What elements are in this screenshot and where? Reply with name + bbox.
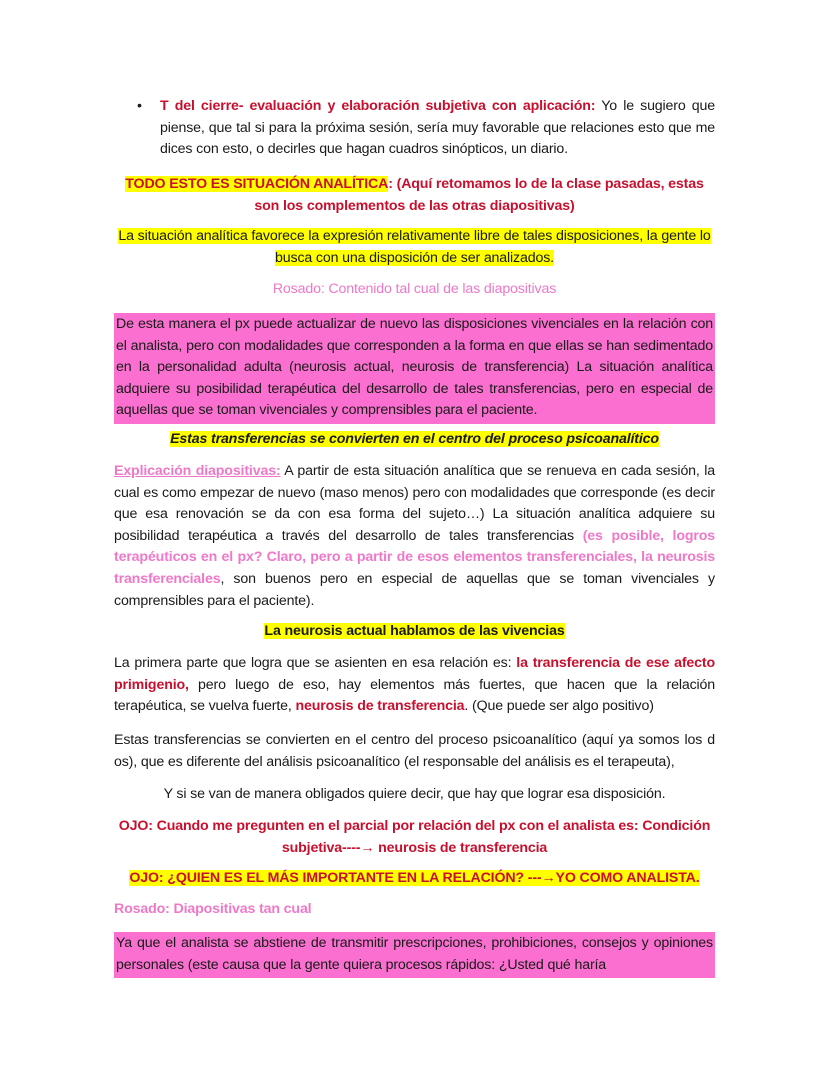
bullet-lead: T del cierre- evaluación y elaboración subjetiva con aplicación: (160, 98, 596, 114)
neurosis-heading (114, 621, 715, 643)
explicacion-text-2: , son buenos pero en especial de aquellas que se toman vivenciales y comprensibles para el paciente). (114, 570, 715, 609)
italic-heading-text: Estas transferencias se convierten en el centro del proceso psicoanalítico (170, 431, 659, 447)
pink-block-1: De esta manera el px puede actualizar de nuevo las disposiciones vivenciales en la relación con el analista, pero con modalidades que corresponden a la forma en que ellas se han sedimentado en la personalidad adulta (neurosis actual, neurosis de transferencia) La situación analítica adquiere su posibilidad terapéutica del desarrollo de tales transferencias, pero en especial de aquellas que se toman vivenciales y comprensibles para el paciente. (114, 313, 715, 424)
bullet-item (137, 96, 716, 161)
primera-red-1: la transferencia de ese afecto primigenio, (114, 655, 715, 693)
ojo-note-2 (114, 868, 715, 890)
todo-heading (114, 174, 715, 217)
ojo-note-2-text: OJO: ¿QUIEN ES EL MÁS IMPORTANTE EN LA RELACIÓN? ---→YO COMO ANALISTA. (129, 870, 700, 886)
rosado-note-1: Rosado: Contenido tal cual de las diapositivas (272, 281, 557, 297)
primera-paragraph (114, 653, 715, 718)
primera-text-1: La primera parte que logra que se asienten en esa relación es: (114, 655, 517, 671)
bullet-icon: • (137, 98, 142, 114)
pink-block-2: Ya que el analista se abstiene de transmitir prescripciones, prohibiciones, consejos y opiniones personales (este causa que la gente quiera procesos rápidos: ¿Usted qué haría (114, 932, 715, 978)
explicacion-label: Explicación diapositivas: (114, 463, 281, 479)
neurosis-heading-text: La neurosis actual hablamos de las vivencias (264, 623, 565, 639)
rosado-note-2: Rosado: Diapositivas tan cual (114, 901, 312, 917)
explicacion-pink: (es posible, logros terapéuticos en el px? Claro, pero a partir de esos elementos transferenciales, la neurosis transferenciales (114, 527, 715, 587)
italic-heading (114, 429, 715, 451)
explicacion-text-1: A partir de esta situación analítica que se renueva en cada sesión, la cual es como empezar de nuevo (maso menos) pero con modalidades que corresponde (es decir que esa renovación se da con esa forma del sujeto…) La situación analítica adquiere su posibilidad terapéutica a través del desarrollo de tales transferencias (114, 463, 715, 544)
primera-text-2: pero luego de eso, hay elementos más fuertes, que hacen que la relación terapéutica, se vuelva fuerte, (114, 676, 715, 715)
ysi-paragraph: Y si se van de manera obligados quiere decir, que hay que lograr esa disposición. (163, 786, 666, 802)
todo-highlight: TODO ESTO ES SITUACIÓN ANALÍTICA (125, 176, 389, 192)
situacion-text: La situación analítica favorece la expresión relativamente libre de tales disposiciones, la gente lo busca con una disposición de ser analizados. (118, 228, 711, 266)
ojo-note-1: OJO: Cuando me pregunten en el parcial por relación del px con el analista es: Condición subjetiva----→ neurosis de transferencia (118, 818, 711, 856)
bullet-text: Yo le sugiero que piense, que tal si para la próxima sesión, sería muy favorable que relaciones esto que me dices con esto, o decirles que hagan cuadros sinópticos, un diario. (160, 98, 716, 158)
situacion-paragraph (114, 226, 715, 269)
explicacion-paragraph (114, 461, 715, 612)
estas-paragraph: Estas transferencias se convierten en el centro del proceso psicoanalítico (aquí ya somos los d os), que es diferente del análisis psicoanalítico (el responsable del análisis es el terapeuta), (114, 732, 715, 770)
primera-red-2: neurosis de transferencia (295, 698, 465, 715)
primera-text-3: . (Que puede ser algo positivo) (464, 698, 654, 715)
todo-rest: : (Aquí retomamos lo de la clase pasadas, estas son los complementos de las otras diapositivas) (254, 176, 704, 214)
